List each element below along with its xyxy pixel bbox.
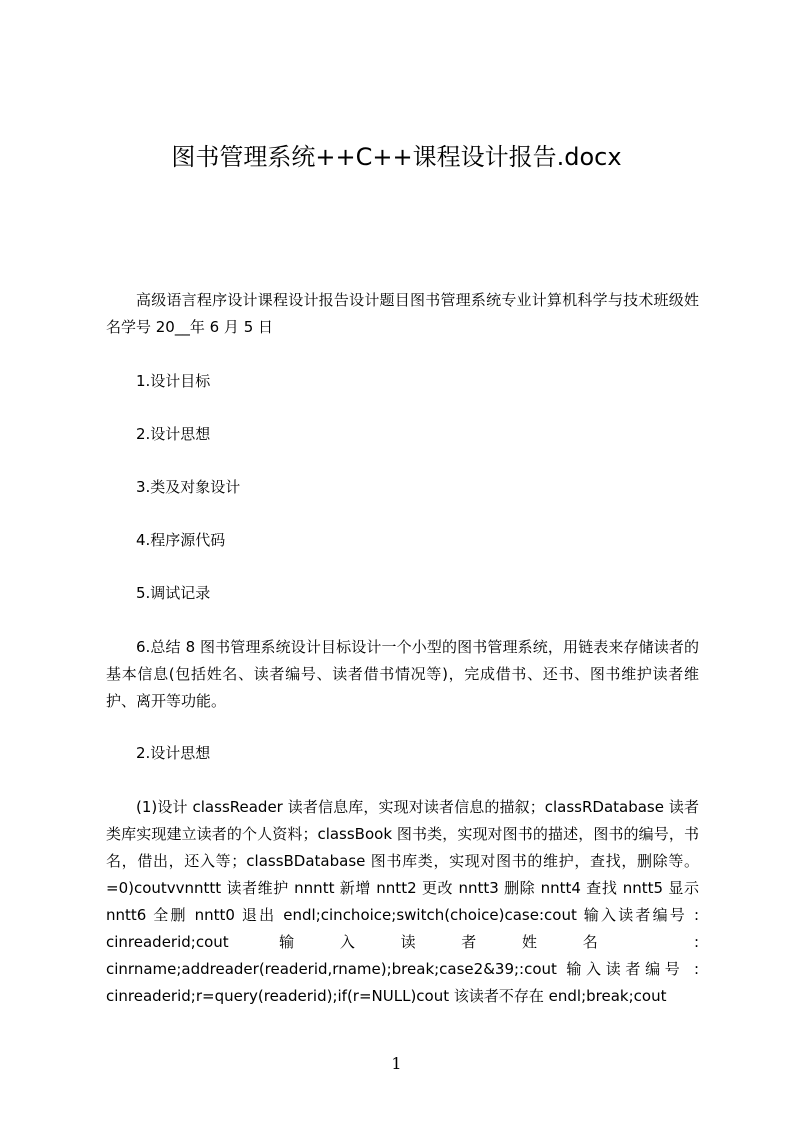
toc-item-3: 3.类及对象设计 [136, 478, 241, 496]
section-heading: 2.设计思想 [136, 744, 211, 762]
page-number: 1 [391, 1054, 402, 1073]
document-title: 图书管理系统++C++课程设计报告.docx [171, 143, 622, 171]
toc-item-1: 1.设计目标 [136, 372, 211, 390]
body-paragraph: (1)设计 classReader 读者信息库，实现对读者信息的描叙；classRDatabase 读者类库实现建立读者的个人资料；classBook 图书类，实现对图书的描述，图书的编号，书名，借出，还入等；classBDatabase 图书库类，实现对图书的维护，查找，删除等。=0)coutvvnnttt 读者维护 nnntt 新增 nntt2 更改 nntt3 删除 nntt4 查找 nntt5 显示 nntt6 全删 nntt0 退出 endl;cinchoice;switch(choice)case:cout 输入读者编号 : cinreaderid;cout 输入读者姓名 : cinrname;addreader(readerid,rname);break;case2&39;:cout 输入读者编号 : cinreaderid;r=query(readerid);if(r=NULL)cout 该读者不存在 endl;break;cout [106, 798, 699, 1005]
toc-item-4: 4.程序源代码 [136, 531, 226, 549]
summary-paragraph: 6.总结 8 图书管理系统设计目标设计一个小型的图书管理系统，用链表来存储读者的基本信息(包括姓名、读者编号、读者借书情况等)，完成借书、还书、图书维护读者维护、离开等功能。 [106, 638, 699, 710]
intro-paragraph: 高级语言程序设计课程设计报告设计题目图书管理系统专业计算机科学与技术班级姓名学号 20__年 6 月 5 日 [106, 291, 699, 336]
toc-item-2: 2.设计思想 [136, 425, 211, 443]
toc-item-5: 5.调试记录 [136, 584, 211, 602]
